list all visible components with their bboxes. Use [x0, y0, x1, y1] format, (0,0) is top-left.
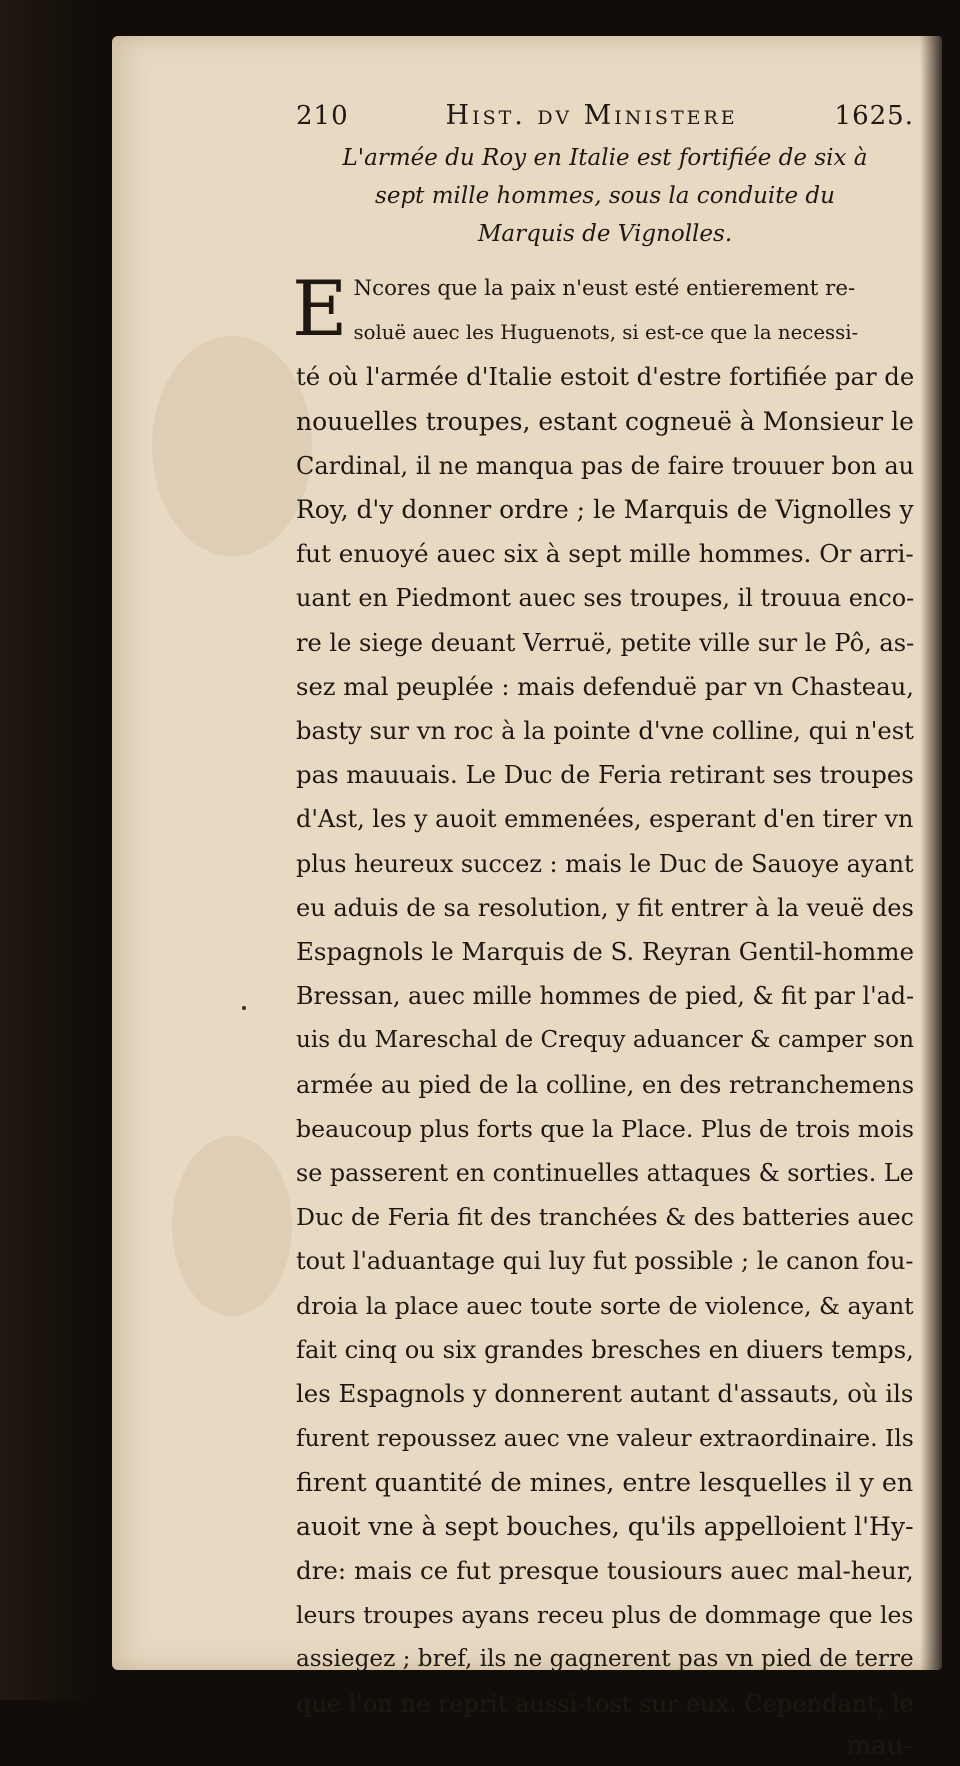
text-line: Ncores que la paix n'eust esté entierement re-	[353, 276, 856, 301]
text-line: uant en Piedmont auec ses troupes, il trouua enco-	[296, 584, 915, 613]
text-line: pas mauuais. Le Duc de Feria retirant ses troupes	[296, 760, 914, 790]
summary-line: Marquis de Vignolles.	[477, 221, 733, 247]
text-line: uis du Mareschal de Crequy aduancer & camper son	[296, 1027, 914, 1054]
text-line: assiegez ; bref, ils ne gagnerent pas vn pied de terre	[296, 1646, 914, 1673]
text-line: auoit vne à sept bouches, qu'ils appelloient l'Hy-	[296, 1511, 914, 1541]
text-line: armée au pied de la colline, en des retranchemens	[296, 1070, 915, 1099]
text-line: que l'on ne reprit aussi-tost sur eux. Cependant, le	[296, 1689, 914, 1718]
running-head	[296, 100, 914, 131]
drop-cap: E	[292, 264, 348, 353]
running-year: 1625.	[834, 101, 914, 131]
text-line: Bressan, auec mille hommes de pied, & fit par l'ad-	[296, 982, 915, 1011]
text-line: Duc de Feria fit des tranchées & des batteries auec	[296, 1203, 914, 1232]
text-line: dre: mais ce fut presque tousiours auec mal-heur,	[296, 1555, 914, 1585]
text-line: beaucoup plus forts que la Place. Plus de trois mois	[296, 1114, 914, 1143]
page-number: 210	[296, 101, 349, 131]
summary-line: L'armée du Roy en Italie est fortifiée de six à	[342, 145, 868, 171]
paper-stain	[152, 336, 312, 556]
text-line: tout l'aduantage qui luy fut possible ; le canon fou-	[296, 1247, 914, 1276]
text-line: furent repoussez auec vne valeur extraordinaire. Ils	[296, 1424, 914, 1453]
text-line: nouuelles troupes, estant cogneuë à Monsieur le	[296, 406, 914, 436]
paper-stain	[172, 1136, 292, 1316]
text-line: soluë auec les Huguenots, si est-ce que la necessi-	[353, 321, 859, 345]
catchword: mau-	[846, 1730, 912, 1761]
text-line: firent quantité de mines, entre lesquelles il y en	[296, 1467, 914, 1498]
text-line: eu aduis de sa resolution, y fit entrer à la veuë des	[296, 893, 914, 922]
summary-line: sept mille hommes, sous la conduite du	[375, 183, 835, 209]
text-line: leurs troupes ayans receu plus de dommage que les	[296, 1601, 914, 1630]
paper-speck	[242, 1006, 246, 1010]
text-line: les Espagnols y donnerent autant d'assauts, où ils	[296, 1379, 914, 1409]
page-text	[292, 100, 915, 1766]
text-line: fait cinq ou six grandes bresches en diuers temps,	[296, 1335, 914, 1364]
chapter-summary	[296, 139, 914, 253]
body-text	[292, 264, 915, 1766]
text-line: Espagnols le Marquis de S. Reyran Gentil-homme	[296, 937, 915, 967]
text-line: sez mal peuplée : mais defenduë par vn Chasteau,	[296, 671, 914, 701]
text-line: re le siege deuant Verruë, petite ville sur le Pô, as-	[296, 628, 915, 657]
text-line: droia la place auec toute sorte de violence, & ayant	[296, 1291, 914, 1320]
text-line: Roy, d'y donner ordre ; le Marquis de Vignolles y	[296, 495, 914, 525]
text-line: se passerent en continuelles attaques & sorties. Le	[296, 1159, 914, 1188]
running-title: Hist. dv Ministere	[445, 100, 738, 131]
text-line: Cardinal, il ne manqua pas de faire trouuer bon au	[296, 451, 915, 480]
text-line: basty sur vn roc à la pointe d'vne colline, qui n'est	[296, 717, 914, 746]
text-line: plus heureux succez : mais le Duc de Sauoye ayant	[296, 849, 914, 878]
text-line: té où l'armée d'Italie estoit d'estre fortifiée par de	[296, 362, 915, 392]
text-line: fut enuoyé auec six à sept mille hommes. Or arri-	[296, 539, 914, 569]
page-edge-shadow	[920, 36, 960, 1670]
text-line: d'Ast, les y auoit emmenées, esperant d'en tirer vn	[296, 805, 914, 834]
